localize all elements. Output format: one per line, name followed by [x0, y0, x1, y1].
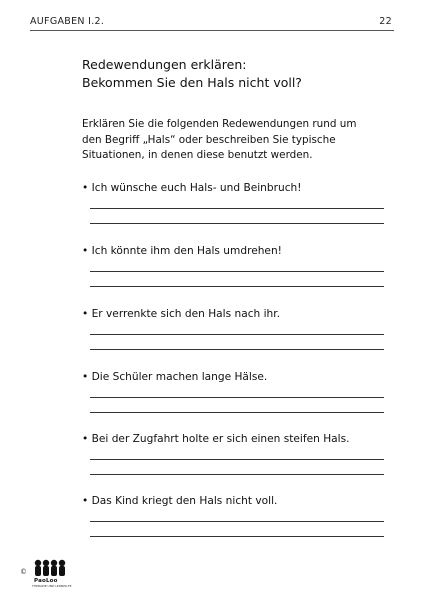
answer-line[interactable] — [90, 459, 384, 460]
answer-line[interactable] — [90, 521, 384, 522]
answer-line[interactable] — [90, 334, 384, 335]
answer-line[interactable] — [90, 412, 384, 413]
logo-tagline: THERAPIE UND LERNHILFE — [32, 584, 72, 588]
exercise-item-4 — [82, 370, 388, 384]
answer-line[interactable] — [90, 536, 384, 537]
idiom-text: • Das Kind kriegt den Hals nicht voll. — [82, 495, 278, 507]
exercise-item-5 — [82, 432, 388, 446]
instructions — [82, 117, 402, 164]
copyright-symbol: © — [20, 568, 27, 576]
idiom-text: • Die Schüler machen lange Hälse. — [82, 371, 268, 383]
exercise-item-6 — [82, 494, 388, 508]
answer-line[interactable] — [90, 223, 384, 224]
exercise-item-2 — [82, 244, 388, 258]
idiom-text: • Bei der Zugfahrt holte er sich einen steifen Hals. — [82, 433, 350, 445]
answer-line[interactable] — [90, 271, 384, 272]
logo-brand: PaoLoo — [34, 578, 58, 584]
figures-logo-icon — [33, 558, 67, 578]
idiom-text: • Ich könnte ihm den Hals umdrehen! — [82, 245, 282, 257]
worksheet-title — [82, 56, 402, 92]
answer-line[interactable] — [90, 286, 384, 287]
section-label: AUFGABEN I.2. — [30, 16, 105, 27]
answer-line[interactable] — [90, 208, 384, 209]
instructions-line-1: Erklären Sie die folgenden Redewendungen rund um — [82, 118, 357, 130]
page-header — [30, 14, 394, 30]
idiom-text: • Er verrenkte sich den Hals nach ihr. — [82, 308, 281, 320]
exercise-item-1 — [82, 181, 388, 195]
title-line-1: Redewendungen erklären: — [82, 57, 247, 72]
idiom-text: • Ich wünsche euch Hals- und Beinbruch! — [82, 182, 302, 194]
title-line-2: Bekommen Sie den Hals nicht voll? — [82, 75, 302, 90]
instructions-line-2: den Begriff „Hals“ oder beschreiben Sie typische — [82, 133, 336, 146]
answer-line[interactable] — [90, 397, 384, 398]
header-divider — [30, 30, 394, 31]
page-number: 22 — [379, 16, 392, 27]
answer-line[interactable] — [90, 349, 384, 350]
exercise-item-3 — [82, 307, 388, 321]
instructions-line-3: Situationen, in denen diese benutzt werden. — [82, 149, 313, 161]
publisher-logo — [20, 558, 80, 592]
answer-line[interactable] — [90, 474, 384, 475]
